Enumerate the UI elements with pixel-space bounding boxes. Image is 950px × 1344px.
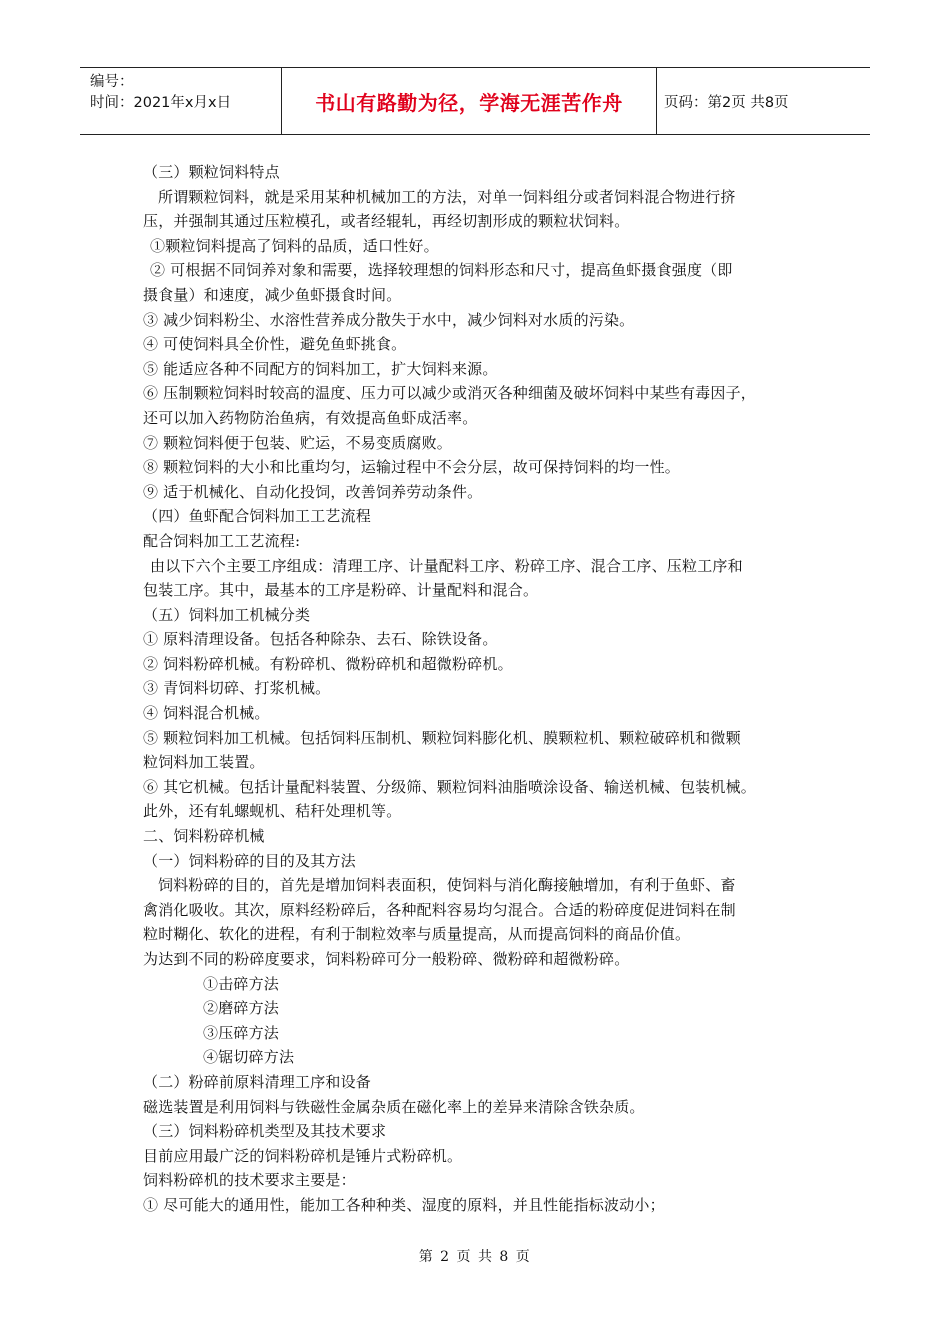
text-line: 配合饲料加工工艺流程: — [143, 531, 301, 550]
text-line: 粒时糊化、软化的进程，有利于制粒效率与质量提高，从而提高饲料的商品价值。 — [143, 925, 691, 944]
text-line: 压，并强制其通过压粒模孔，或者经辊轧，再经切割形成的颗粒状饲料。 — [143, 212, 630, 231]
text-line: ①击碎方法 — [203, 974, 280, 993]
text-line: 粒饲料加工装置。 — [143, 753, 265, 772]
text-line: （三）颗粒饲料特点 — [143, 163, 280, 181]
text-line: 饲料粉碎的目的，首先是增加饲料表面积，使饲料与消化酶接触增加，有利于鱼虾、畜 — [158, 876, 736, 895]
text-line: ② 可根据不同饲养对象和需要，选择较理想的饲料形态和尺寸，提高鱼虾摄食强度（即 — [150, 261, 733, 280]
text-line: ④ 饲料混合机械。 — [143, 704, 270, 723]
text-line: （三）饲料粉碎机类型及其技术要求 — [143, 1122, 387, 1141]
header-motto: 书山有路勤为径，学海无涯苦作舟 — [282, 68, 657, 134]
text-line: ① 原料清理设备。包括各种除杂、去石、除铁设备。 — [143, 630, 498, 649]
text-line: 所谓颗粒饲料，就是采用某种机械加工的方法，对单一饲料组分或者饲料混合物进行挤 — [158, 187, 736, 206]
text-line: ⑧ 颗粒饲料的大小和比重均匀，运输过程中不会分层，故可保持饲料的均一性。 — [143, 458, 680, 477]
text-line: ③ 减少饲料粉尘、水溶性营养成分散失于水中，减少饲料对水质的污染。 — [143, 310, 635, 329]
text-line: 磁选装置是利用饲料与铁磁性金属杂质在磁化率上的差异来清除含铁杂质。 — [143, 1097, 645, 1116]
page-header — [80, 67, 870, 135]
text-line: 饲料粉碎机的技术要求主要是： — [143, 1171, 356, 1190]
text-line: ②磨碎方法 — [203, 999, 280, 1018]
text-line: ⑨ 适于机械化、自动化投饲，改善饲养劳动条件。 — [143, 482, 483, 501]
text-line: ⑥ 压制颗粒饲料时较高的温度、压力可以减少或消灭各种细菌及破坏饲料中某些有毒因子， — [143, 384, 756, 403]
document-date: 时间：2021年x月x日 — [90, 95, 232, 111]
text-line: ① 尽可能大的通用性，能加工各种种类、湿度的原料，并且性能指标波动小； — [143, 1195, 665, 1214]
text-line: ④ 可使饲料具全价性，避免鱼虾挑食。 — [143, 335, 407, 354]
text-line: ⑦ 颗粒饲料便于包装、贮运，不易变质腐败。 — [143, 433, 452, 452]
text-line: 此外，还有轧螺蚬机、秸秆处理机等。 — [143, 802, 402, 821]
text-line: ② 饲料粉碎机械。有粉碎机、微粉碎机和超微粉碎机。 — [143, 654, 513, 673]
text-line: 由以下六个主要工序组成：清理工序、计量配料工序、粉碎工序、混合工序、压粒工序和 — [150, 556, 743, 575]
text-line: 还可以加入药物防治鱼病，有效提高鱼虾成活率。 — [143, 408, 478, 427]
text-line: ⑤ 颗粒饲料加工机械。包括饲料压制机、颗粒饲料膨化机、膜颗粒机、颗粒破碎机和微颗 — [143, 728, 741, 747]
header-info-cell — [80, 68, 282, 134]
text-line: 摄食量）和速度，减少鱼虾摄食时间。 — [143, 285, 402, 304]
text-line: （四）鱼虾配合饲料加工工艺流程 — [143, 507, 372, 526]
page-footer: 第 2 页 共 8 页 — [418, 1249, 532, 1265]
text-line: 二、饲料粉碎机械 — [143, 827, 265, 846]
text-line: ⑥ 其它机械。包括计量配料装置、分级筛、颗粒饲料油脂喷涂设备、输送机械、包装机械。 — [143, 777, 756, 796]
text-line: 禽消化吸收。其次，原料经粉碎后，各种配料容易均匀混合。合适的粉碎度促进饲料在制 — [143, 900, 736, 919]
header-page-number: 页码：第2页 共8页 — [664, 94, 789, 111]
text-line: （二）粉碎前原料清理工序和设备 — [143, 1072, 372, 1091]
text-line: 目前应用最广泛的饲料粉碎机是锤片式粉碎机。 — [143, 1146, 463, 1165]
text-line: ③ 青饲料切碎、打浆机械。 — [143, 679, 331, 698]
body-text — [143, 160, 823, 1218]
text-line: （五）饲料加工机械分类 — [143, 605, 311, 624]
text-line: 包装工序。其中，最基本的工序是粉碎、计量配料和混合。 — [143, 581, 539, 600]
text-line: ④锯切碎方法 — [203, 1048, 295, 1067]
text-line: ①颗粒饲料提高了饲料的品质，适口性好。 — [150, 236, 439, 255]
text-line: ⑤ 能适应各种不同配方的饲料加工，扩大饲料来源。 — [143, 359, 498, 378]
text-line: 为达到不同的粉碎度要求，饲料粉碎可分一般粉碎、微粉碎和超微粉碎。 — [143, 950, 630, 968]
text-line: （一）饲料粉碎的目的及其方法 — [143, 851, 356, 870]
document-number-label: 编号： — [90, 74, 134, 90]
text-line: ③压碎方法 — [203, 1023, 280, 1042]
